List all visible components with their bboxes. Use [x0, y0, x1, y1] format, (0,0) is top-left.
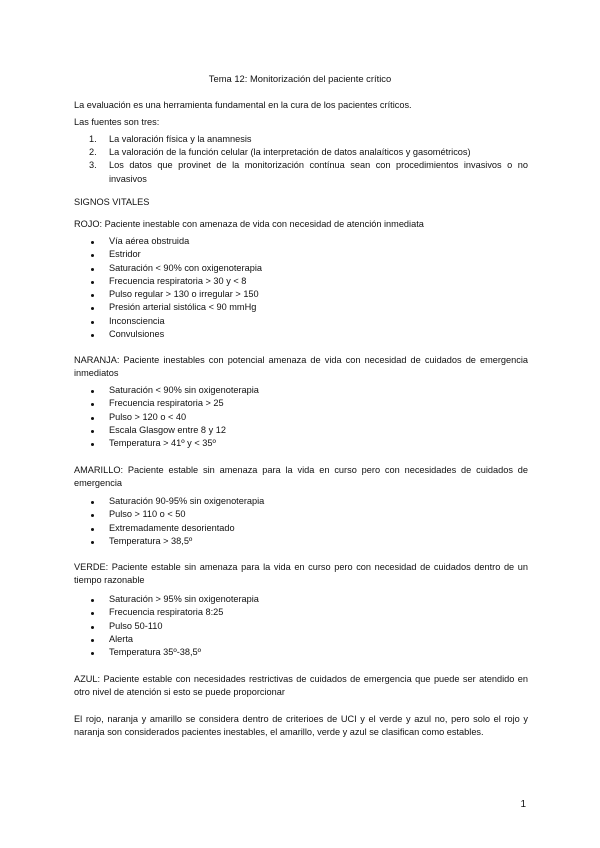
sources-list [74, 133, 528, 186]
list-item: Saturación < 90% con oxigenoterapia [74, 262, 528, 275]
verde-list [74, 593, 528, 659]
list-item: 2. La valoración de la función celular (la interpretación de datos analaíticos y gasométricos) [89, 147, 471, 158]
list-item: Temperatura > 38,5º [74, 535, 528, 548]
list-item: 3. Los datos que provinet de la monitorización contínua sean con procedimientos invasivos o no invasivos [89, 160, 528, 184]
list-item: Alerta [74, 633, 528, 646]
list-item: Extremadamente desorientado [74, 522, 528, 535]
verde-heading: VERDE: Paciente estable sin amenaza para la vida en curso pero con necesidad de cuidados dentro de un tiempo razonable [74, 562, 528, 586]
amarillo-list [74, 495, 528, 548]
list-item: 1. La valoración física y la anamnesis [89, 134, 252, 144]
list-item: Convulsiones [74, 328, 528, 341]
list-item: Frecuencia respiratoria > 30 y < 8 [74, 275, 528, 288]
azul-heading: AZUL: Paciente estable con necesidades restrictivas de cuidados de emergencia que puede ser atendido en otro nivel de atención si esto se puede proporcionar [74, 674, 528, 698]
list-item: Frecuencia respiratoria > 25 [74, 397, 528, 410]
list-item: Frecuencia respiratoria 8:25 [74, 606, 528, 619]
list-item: Pulso > 120 o < 40 [74, 411, 528, 424]
list-item: Pulso 50-110 [74, 620, 528, 633]
list-item: Temperatura 35º-38,5º [74, 646, 528, 659]
rojo-list [74, 235, 528, 341]
amarillo-heading: AMARILLO: Paciente estable sin amenaza para la vida en curso pero con necesidades de cuidados de emergencia [74, 465, 528, 489]
intro-paragraph: La evaluación es una herramienta fundamental en la cura de los pacientes críticos. [74, 100, 412, 110]
list-item: Temperatura > 41º y < 35º [74, 437, 528, 450]
naranja-heading: NARANJA: Paciente inestables con potencial amenaza de vida con necesidad de cuidados de emergencia inmediatos [74, 355, 528, 379]
list-item: Presión arterial sistólica < 90 mmHg [74, 301, 528, 314]
list-item: Escala Glasgow entre 8 y 12 [74, 424, 528, 437]
list-item: Estridor [74, 248, 528, 261]
list-item: Pulso regular > 130 o irregular > 150 [74, 288, 528, 301]
list-item: Pulso > 110 o < 50 [74, 508, 528, 521]
rojo-heading: ROJO: Paciente inestable con amenaza de vida con necesidad de atención inmediata [74, 219, 424, 229]
page-number: 1 [520, 799, 526, 810]
list-item: Vía aérea obstruida [74, 235, 528, 248]
list-item: Inconsciencia [74, 315, 528, 328]
sources-label: Las fuentes son tres: [74, 117, 160, 127]
list-item: Saturación < 90% sin oxigenoterapia [74, 384, 528, 397]
list-item: Saturación 90-95% sin oxigenoterapia [74, 495, 528, 508]
section-heading: SIGNOS VITALES [74, 197, 150, 207]
conclusion-paragraph: El rojo, naranja y amarillo se considera dentro de criterioes de UCI y el verde y azul no, pero solo el rojo y naranja son considerados pacientes inestables, el amarillo, verde y azul se clasifican como estables. [74, 714, 528, 738]
page-title: Tema 12: Monitorización del paciente crítico [208, 73, 392, 84]
naranja-list [74, 384, 528, 450]
list-item: Saturación > 95% sin oxigenoterapia [74, 593, 528, 606]
